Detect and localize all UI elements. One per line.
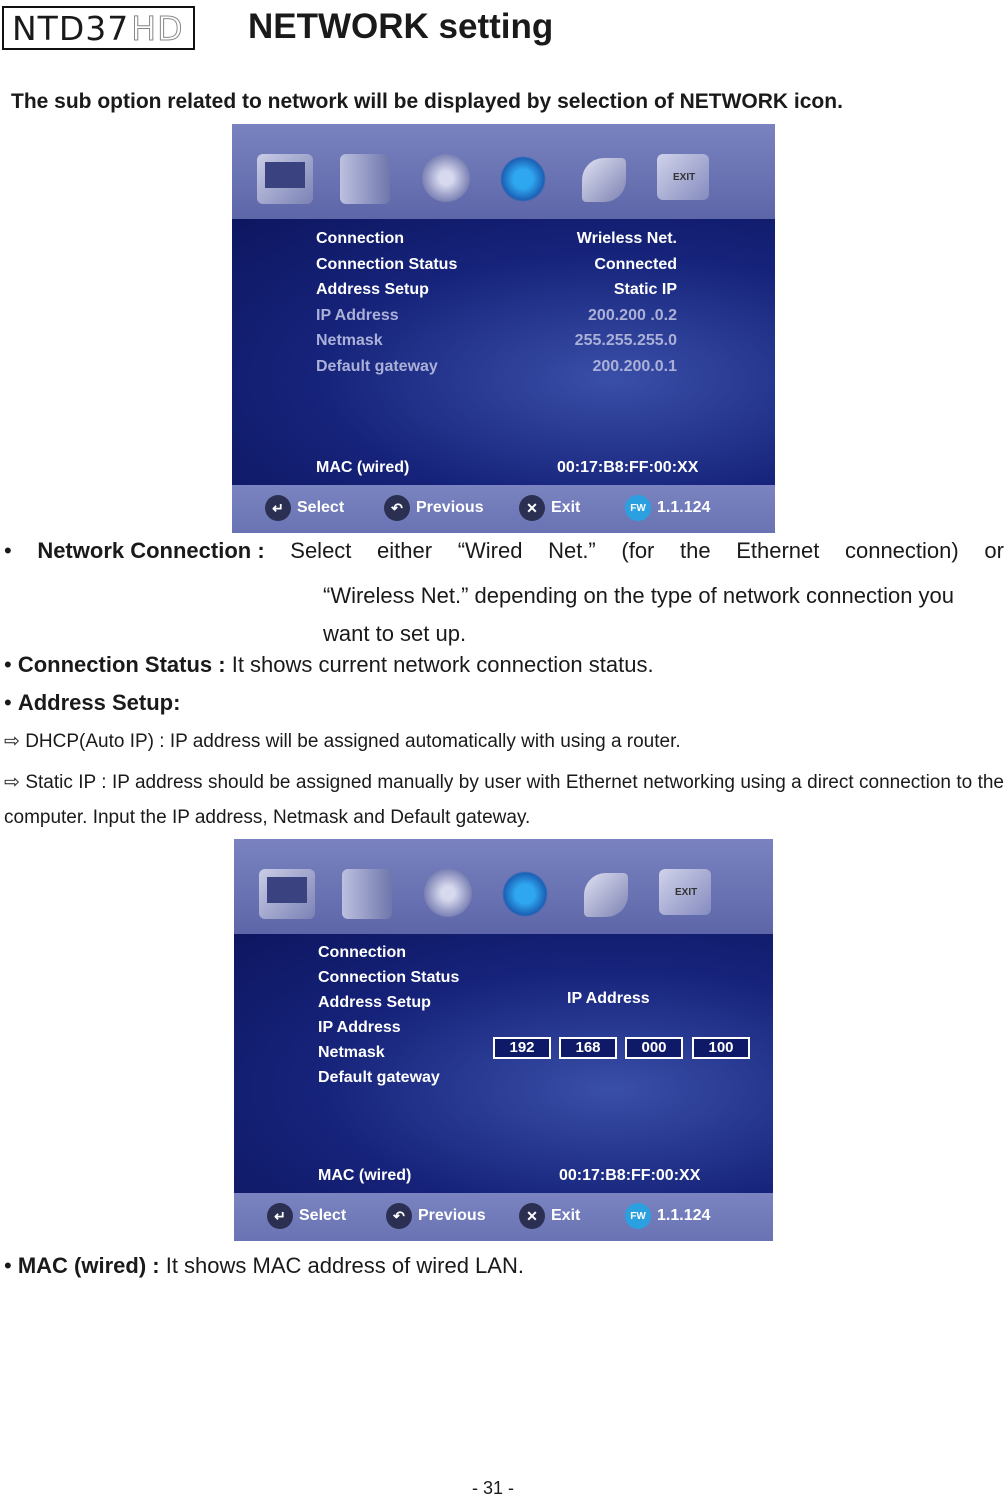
menu-label-connection: Connection bbox=[316, 230, 404, 247]
menu-label-connection: Connection bbox=[318, 944, 406, 961]
network-icon bbox=[498, 867, 552, 921]
previous-button[interactable] bbox=[384, 495, 484, 521]
gear-icon bbox=[422, 154, 470, 202]
firmware-version bbox=[625, 1203, 710, 1229]
arrow-right-icon: ⇨ bbox=[4, 772, 26, 793]
static-ip-paragraph bbox=[4, 765, 1004, 835]
tools-icon bbox=[584, 873, 628, 917]
logo-hd-text: HD bbox=[131, 8, 184, 48]
ip-octet-4-input[interactable]: 100 bbox=[692, 1037, 750, 1059]
page-number: - 31 - bbox=[472, 1478, 515, 1498]
exit-x-icon: ✕ bbox=[519, 495, 545, 521]
exit-label: Exit bbox=[551, 499, 581, 516]
mac-wired-line bbox=[4, 1253, 524, 1279]
fw-version: 1.1.124 bbox=[657, 1207, 711, 1224]
select-label: Select bbox=[299, 1207, 347, 1224]
return-icon: ↶ bbox=[384, 495, 410, 521]
menu-value-netmask: 255.255.255.0 bbox=[574, 332, 677, 349]
exit-label: Exit bbox=[551, 1207, 581, 1224]
menu-label-netmask: Netmask bbox=[316, 332, 383, 349]
exit-folder-icon bbox=[657, 154, 709, 200]
bullet-dot: • bbox=[4, 1253, 18, 1278]
tools-icon bbox=[582, 158, 626, 202]
menu-label-address-setup: Address Setup bbox=[316, 281, 429, 298]
settings-panel bbox=[234, 934, 773, 1193]
bullet-dot: • bbox=[4, 538, 12, 563]
footer-bar bbox=[234, 1193, 773, 1241]
fw-badge-icon: FW bbox=[625, 1203, 651, 1229]
nc-word: Ethernet bbox=[736, 538, 820, 563]
nc-word: “Wired bbox=[457, 538, 523, 563]
menu-value-ip-address: 200.200 .0.2 bbox=[588, 307, 677, 324]
nc-word: or bbox=[984, 538, 1004, 563]
menu-label-default-gateway: Default gateway bbox=[318, 1069, 440, 1086]
nc-word: either bbox=[377, 538, 433, 563]
enter-icon: ↵ bbox=[265, 495, 291, 521]
exit-button[interactable] bbox=[519, 495, 580, 521]
menu-label-ip-address: IP Address bbox=[316, 307, 399, 324]
menu-label-connection-status: Connection Status bbox=[318, 969, 460, 986]
mac-label: MAC (wired) bbox=[318, 1167, 412, 1184]
ip-octet-2-input[interactable]: 168 bbox=[559, 1037, 617, 1059]
static-ip-text: Static IP : IP address should be assigned manually by user with Ethernet networking using a direct connection to the computer. Input the IP address, Netmask and Default gateway. bbox=[4, 772, 1004, 828]
address-setup-line bbox=[4, 690, 180, 716]
select-button[interactable] bbox=[265, 495, 344, 521]
tv-icon bbox=[257, 154, 313, 204]
screenshot-ip-entry bbox=[234, 839, 773, 1241]
fw-badge-icon: FW bbox=[625, 495, 651, 521]
gear-icon bbox=[424, 869, 472, 917]
select-button[interactable] bbox=[267, 1203, 346, 1229]
address-setup-label: Address Setup: bbox=[17, 690, 181, 715]
network-icon bbox=[496, 152, 550, 206]
network-connection-line bbox=[4, 538, 1004, 564]
return-icon: ↶ bbox=[386, 1203, 412, 1229]
menu-label-ip-address: IP Address bbox=[318, 1019, 401, 1036]
exit-icon-label: EXIT bbox=[675, 887, 698, 898]
ip-octet-1-input[interactable]: 192 bbox=[493, 1037, 551, 1059]
menu-label-netmask: Netmask bbox=[318, 1044, 385, 1061]
menu-label-default-gateway: Default gateway bbox=[316, 358, 438, 375]
menu-label-connection-status: Connection Status bbox=[316, 256, 458, 273]
logo-main-text: NTD37 bbox=[12, 8, 130, 48]
connection-status-line bbox=[4, 652, 654, 678]
dhcp-line bbox=[4, 730, 681, 753]
ip-octet-3-input[interactable]: 000 bbox=[625, 1037, 683, 1059]
icon-bar bbox=[234, 839, 773, 934]
mac-value: 00:17:B8:FF:00:XX bbox=[557, 459, 699, 476]
menu-value-default-gateway: 200.200.0.1 bbox=[592, 358, 677, 375]
screenshot-network-status bbox=[232, 124, 775, 533]
connection-status-label: Connection Status : bbox=[17, 652, 226, 677]
dhcp-text: DHCP(Auto IP) : IP address will be assigned automatically with using a router. bbox=[25, 731, 681, 752]
connection-status-text: It shows current network connection status. bbox=[225, 652, 654, 677]
mac-label: MAC (wired) bbox=[316, 459, 410, 476]
exit-icon-label: EXIT bbox=[673, 172, 696, 183]
previous-label: Previous bbox=[416, 499, 484, 516]
speaker-icon bbox=[342, 869, 392, 919]
enter-icon: ↵ bbox=[267, 1203, 293, 1229]
arrow-right-icon: ⇨ bbox=[4, 731, 26, 752]
firmware-version bbox=[625, 495, 710, 521]
exit-button[interactable] bbox=[519, 1203, 580, 1229]
menu-value-connection-status: Connected bbox=[594, 256, 677, 273]
ip-edit-title: IP Address bbox=[567, 990, 650, 1007]
previous-button[interactable] bbox=[386, 1203, 486, 1229]
nc-word: the bbox=[679, 538, 711, 563]
speaker-icon bbox=[340, 154, 390, 204]
nc-word: Select bbox=[290, 538, 352, 563]
bullet-dot: • bbox=[4, 652, 18, 677]
select-label: Select bbox=[297, 499, 345, 516]
brand-logo bbox=[2, 6, 195, 50]
icon-bar bbox=[232, 124, 775, 219]
mac-value: 00:17:B8:FF:00:XX bbox=[559, 1167, 701, 1184]
mac-wired-text: It shows MAC address of wired LAN. bbox=[159, 1253, 524, 1278]
page-title: NETWORK setting bbox=[248, 7, 554, 46]
nc-word: connection) bbox=[844, 538, 959, 563]
menu-value-connection: Wrieless Net. bbox=[576, 230, 677, 247]
exit-x-icon: ✕ bbox=[519, 1203, 545, 1229]
network-connection-continuation: “Wireless Net.” depending on the type of network connection you want to set up. bbox=[323, 583, 955, 646]
exit-folder-icon bbox=[659, 869, 711, 915]
fw-version: 1.1.124 bbox=[657, 499, 711, 516]
settings-panel bbox=[232, 219, 775, 485]
mac-wired-label: MAC (wired) : bbox=[17, 1253, 160, 1278]
footer-bar bbox=[232, 485, 775, 533]
tv-icon bbox=[259, 869, 315, 919]
bullet-dot: • bbox=[4, 690, 18, 715]
network-connection-label: Network Connection : bbox=[37, 538, 265, 563]
nc-word: Net.” bbox=[548, 538, 596, 563]
intro-text: The sub option related to network will be displayed by selection of NETWORK icon. bbox=[11, 90, 843, 113]
previous-label: Previous bbox=[418, 1207, 486, 1224]
nc-word: (for bbox=[621, 538, 655, 563]
menu-label-address-setup: Address Setup bbox=[318, 994, 431, 1011]
menu-value-address-setup: Static IP bbox=[613, 281, 677, 298]
